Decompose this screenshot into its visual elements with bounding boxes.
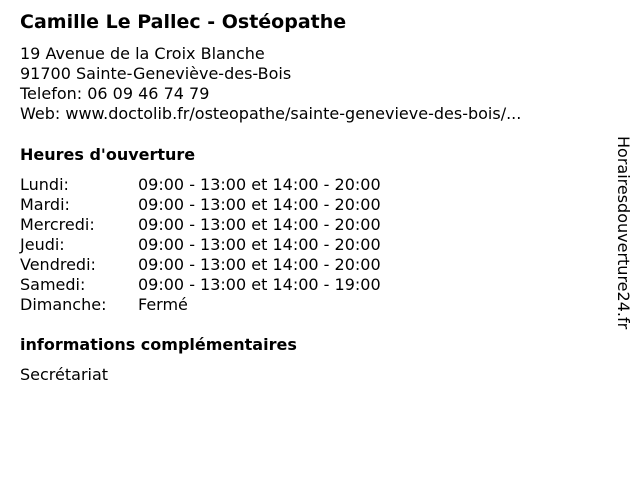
day-label: Vendredi: <box>20 255 96 274</box>
time-range: 09:00 - 13:00 et 14:00 - 20:00 <box>138 175 381 194</box>
hours-row-wednesday <box>20 215 381 235</box>
time-range: Fermé <box>138 295 188 314</box>
day-label: Lundi: <box>20 175 69 194</box>
day-label: Samedi: <box>20 275 86 294</box>
opening-hours-heading: Heures d'ouverture <box>20 145 196 164</box>
hours-row-monday <box>20 175 381 195</box>
contact-block <box>20 44 521 124</box>
phone-number: Telefon: 06 09 46 74 79 <box>20 84 210 103</box>
day-label: Jeudi: <box>20 235 65 254</box>
time-range: 09:00 - 13:00 et 14:00 - 20:00 <box>138 215 381 234</box>
hours-row-sunday <box>20 295 381 315</box>
day-label: Dimanche: <box>20 295 107 314</box>
page-title: Camille Le Pallec - Ostéopathe <box>20 11 347 33</box>
street-address: 19 Avenue de la Croix Blanche <box>20 44 265 63</box>
day-label: Mardi: <box>20 195 70 214</box>
additional-info-heading: informations complémentaires <box>20 335 297 354</box>
additional-info-text: Secrétariat <box>20 365 109 384</box>
watermark-text: Horairesdouverture24.fr <box>614 136 633 330</box>
time-range: 09:00 - 13:00 et 14:00 - 20:00 <box>138 235 381 254</box>
time-range: 09:00 - 13:00 et 14:00 - 20:00 <box>138 255 381 274</box>
opening-hours-table <box>20 175 381 315</box>
hours-row-thursday <box>20 235 381 255</box>
time-range: 09:00 - 13:00 et 14:00 - 19:00 <box>138 275 381 294</box>
time-range: 09:00 - 13:00 et 14:00 - 20:00 <box>138 195 381 214</box>
city-address: 91700 Sainte-Geneviève-des-Bois <box>20 64 292 83</box>
website-link: Web: www.doctolib.fr/osteopathe/sainte-genevieve-des-bois/... <box>20 104 522 123</box>
hours-row-tuesday <box>20 195 381 215</box>
day-label: Mercredi: <box>20 215 95 234</box>
hours-row-saturday <box>20 275 381 295</box>
hours-row-friday <box>20 255 381 275</box>
